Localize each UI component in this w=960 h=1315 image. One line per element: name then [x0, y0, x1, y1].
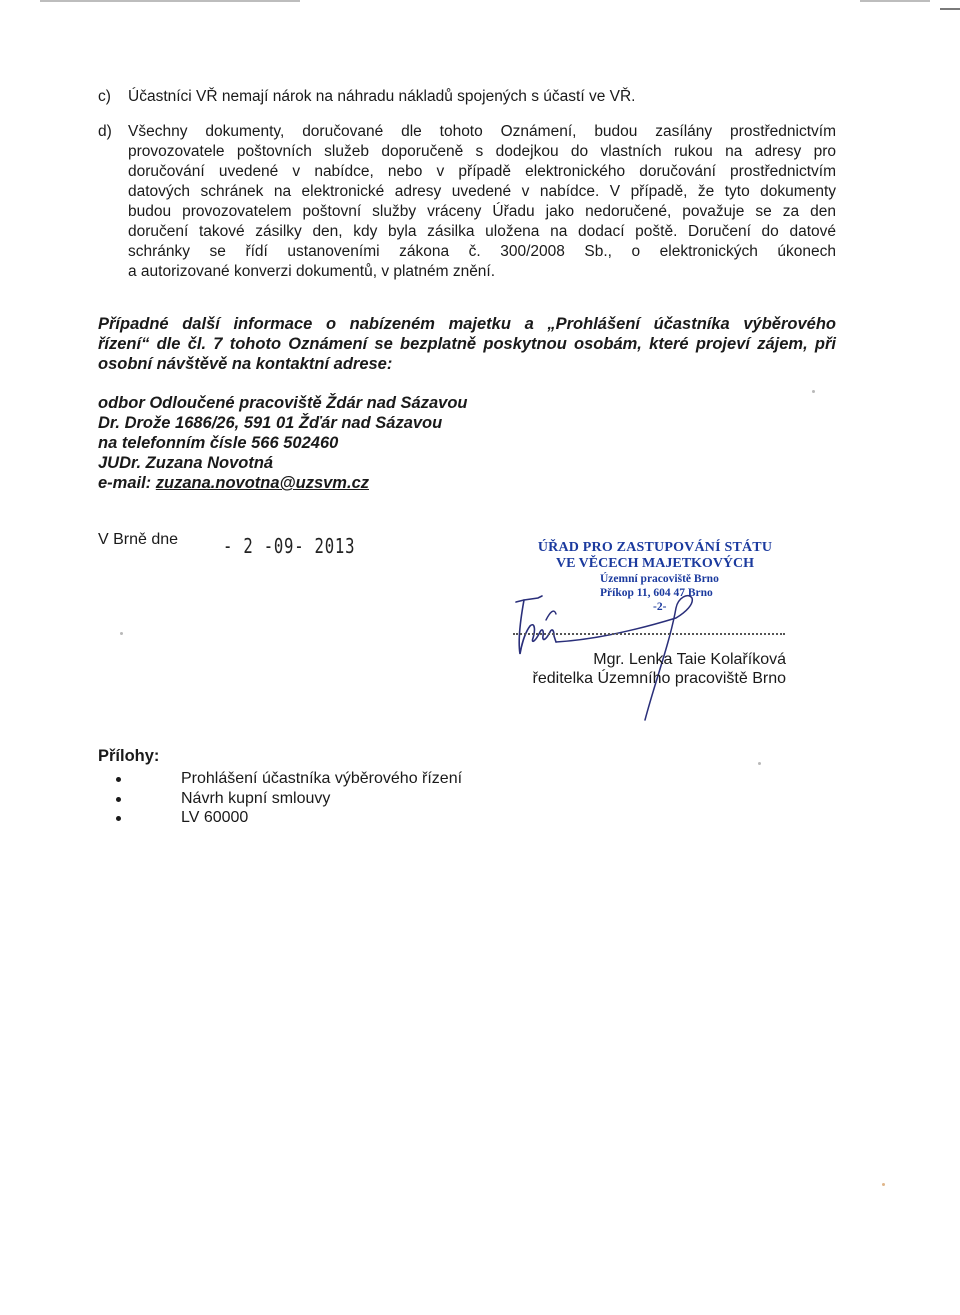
list-item — [98, 808, 462, 828]
attachment-text: Prohlášení účastníka výběrového řízení — [181, 770, 463, 787]
item-c-text: Účastníci VŘ nemají nárok na náhradu nákladů spojených s účastí ve VŘ. — [128, 88, 636, 105]
stamp-line: -2- — [653, 601, 667, 613]
item-d-line: datových schránek na elektronické adresy uvedené v nabídce. V případě, že tyto dokumenty — [128, 183, 836, 200]
item-c-line — [98, 87, 836, 107]
item-c-label: c) — [98, 88, 111, 105]
signing-date-stamp: - 2 -09- 2013 — [223, 534, 356, 558]
scan-mark — [40, 0, 300, 2]
stamp-line: Příkop 11, 604 47 Brno — [600, 587, 713, 599]
attachment-text: LV 60000 — [181, 809, 249, 826]
item-d-line: budou provozovatelem poštovní služby vráceny Úřadu jako nedoručené, považuje se za den — [128, 203, 836, 220]
scan-speck — [882, 1183, 885, 1186]
scan-mark — [940, 8, 960, 10]
contact-block — [98, 393, 468, 493]
contact-phone: na telefonním čísle 566 502460 — [98, 434, 339, 452]
signatory — [514, 650, 786, 688]
scan-speck — [812, 390, 815, 393]
bullet-icon — [116, 816, 121, 821]
signatory-role: ředitelka Územního pracoviště Brno — [532, 670, 786, 687]
scan-edge-top — [0, 0, 960, 4]
info-line: řízení“ dle čl. 7 tohoto Oznámení se bezplatně poskytnou osobám, které projeví zájem, při — [98, 335, 836, 353]
item-d-line: doručování uvedené v nabídce, nebo v případě elektronického doručování prostřednictvím — [128, 163, 836, 180]
contact-office: odbor Odloučené pracoviště Ždár nad Sázavou — [98, 394, 468, 412]
item-d-line: provozovatele poštovních služeb doporučeně s dodejkou do vlastních rukou na adresy pro — [128, 143, 836, 160]
item-d-line: doručení takové zásilky den, kdy byla zásilka uložena na dodací poště. Doručení do datové — [128, 223, 836, 240]
list-item — [98, 769, 462, 789]
contact-address: Dr. Drože 1686/26, 591 01 Žďár nad Sázavou — [98, 414, 443, 432]
item-d — [98, 122, 836, 282]
info-line: osobní návštěvě na kontaktní adrese: — [98, 355, 393, 373]
stamp-line: VE VĚCECH MAJETKOVÝCH — [555, 556, 755, 571]
contact-email-label: e-mail: — [98, 474, 156, 492]
item-d-line — [98, 122, 836, 142]
contact-person: JUDr. Zuzana Novotná — [98, 454, 274, 472]
signing-place: V Brně dne — [98, 531, 179, 548]
item-d-text: Všechny dokumenty, doručované dle tohoto Oznámení, budou zasílány prostřednictvím — [128, 123, 836, 140]
list-item — [98, 789, 462, 809]
info-line: Případné další informace o nabízeném majetku a „Prohlášení účastníka výběrového — [98, 315, 836, 333]
info-paragraph — [98, 314, 836, 374]
contact-email-link[interactable]: zuzana.novotna@uzsvm.cz — [155, 474, 369, 492]
stamp-line: Územní pracoviště Brno — [600, 573, 719, 585]
item-d-label: d) — [98, 123, 112, 140]
attachments-title: Přílohy: — [98, 747, 160, 765]
item-c — [98, 87, 836, 107]
item-d-line: a autorizované konverzi dokumentů, v platném znění. — [128, 263, 496, 280]
bullet-icon — [116, 797, 121, 802]
signature-dotted-line — [513, 633, 785, 635]
scan-speck — [120, 632, 123, 635]
stamp-line: ÚŘAD PRO ZASTUPOVÁNÍ STÁTU — [537, 540, 773, 555]
item-d-line: schránky se řídí ustanoveními zákona č. 300/2008 Sb., o elektronických úkonech — [128, 243, 836, 260]
bullet-icon — [116, 777, 121, 782]
scan-edge-right — [936, 0, 960, 1315]
scan-mark — [860, 0, 930, 2]
attachment-text: Návrh kupní smlouvy — [181, 789, 331, 807]
attachments-list — [98, 769, 462, 828]
scan-speck — [758, 762, 761, 765]
signatory-name: Mgr. Lenka Taie Kolaříková — [593, 651, 786, 668]
contact-email-line — [98, 473, 468, 493]
